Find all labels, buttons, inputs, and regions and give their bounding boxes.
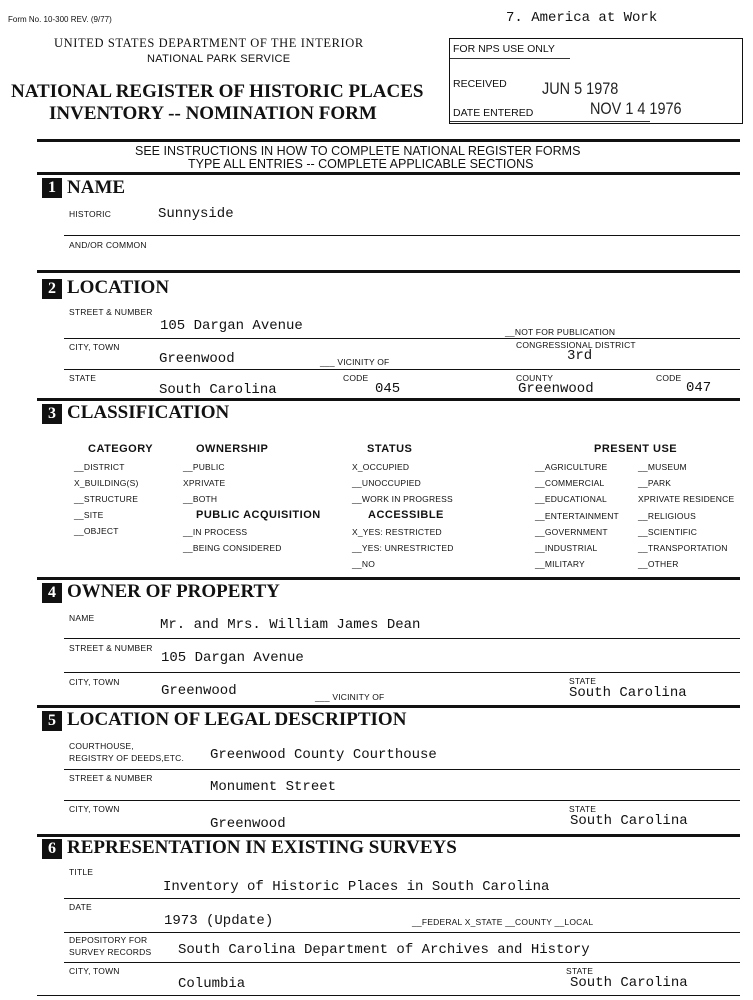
survey-title-line	[64, 898, 740, 899]
legal-city-value: Greenwood	[210, 816, 286, 832]
use-private-residence: XPRIVATE RESIDENCE	[638, 494, 735, 504]
section2-rule	[37, 270, 740, 273]
section4-rule	[37, 577, 740, 580]
use-museum: __MUSEUM	[638, 462, 687, 472]
use-other: __OTHER	[638, 559, 679, 569]
received-stamp: JUN 5 1978	[542, 79, 619, 98]
use-scientific: __SCIENTIFIC	[638, 527, 698, 537]
legal-street-label: STREET & NUMBER	[69, 773, 153, 783]
section3-rule	[37, 398, 740, 401]
use-commercial: __COMMERCIAL	[535, 478, 605, 488]
section-title-classification: CLASSIFICATION	[67, 402, 230, 423]
use-religious: __RELIGIOUS	[638, 511, 696, 521]
legal-city-label: CITY, TOWN	[69, 804, 120, 814]
use-military: __MILITARY	[535, 559, 585, 569]
street-value: 105 Dargan Avenue	[160, 318, 303, 334]
historic-line	[64, 235, 740, 236]
county-label: COUNTY	[516, 373, 554, 383]
historic-value: Sunnyside	[158, 206, 234, 222]
ownership-both: __BOTH	[183, 494, 218, 504]
use-park: __PARK	[638, 478, 672, 488]
section-number-4: 4	[42, 583, 62, 603]
owner-street-label: STREET & NUMBER	[69, 643, 153, 653]
corner-note: 7. America at Work	[506, 10, 658, 26]
owner-city-value: Greenwood	[161, 683, 237, 699]
owner-state-value: South Carolina	[569, 685, 687, 701]
survey-date-label: DATE	[69, 902, 92, 912]
code-label: CODE	[343, 373, 369, 383]
form-number: Form No. 10-300 REV. (9/77)	[8, 15, 112, 24]
nps-use-box	[449, 38, 743, 124]
accessible-restricted: X_YES: RESTRICTED	[352, 527, 442, 537]
status-unoccupied: __UNOCCUPIED	[352, 478, 421, 488]
state-value: South Carolina	[159, 382, 277, 398]
instructions-line1: SEE INSTRUCTIONS IN HOW TO COMPLETE NATIONAL REGISTER FORMS	[135, 144, 581, 158]
category-heading: CATEGORY	[88, 443, 154, 455]
owner-city-label: CITY, TOWN	[69, 677, 120, 687]
section-number-6: 6	[42, 839, 62, 859]
courthouse-label-1: COURTHOUSE,	[69, 741, 134, 751]
accessible-heading: ACCESSIBLE	[368, 509, 444, 521]
owner-name-value: Mr. and Mrs. William James Dean	[160, 617, 421, 633]
survey-date-value: 1973 (Update)	[164, 913, 274, 929]
present-use-heading: PRESENT USE	[594, 443, 678, 455]
category-site: __SITE	[74, 510, 104, 520]
received-label: RECEIVED	[453, 78, 507, 90]
category-district: __DISTRICT	[74, 462, 125, 472]
survey-city-value: Columbia	[178, 976, 246, 992]
form-title-line1: NATIONAL REGISTER OF HISTORIC PLACES	[11, 81, 424, 102]
accessible-unrestricted: __YES: UNRESTRICTED	[352, 543, 454, 553]
category-buildings: X_BUILDING(S)	[74, 478, 139, 488]
state-label: STATE	[69, 373, 97, 383]
not-for-publication: __NOT FOR PUBLICATION	[505, 327, 616, 337]
date-entered-line	[450, 121, 650, 122]
section-number-5: 5	[42, 711, 62, 731]
ownership-heading: OWNERSHIP	[196, 443, 269, 455]
section-title-name: NAME	[67, 177, 126, 198]
section5-rule	[37, 705, 740, 708]
date-entered-label: DATE ENTERED	[453, 107, 534, 119]
city-line	[64, 369, 740, 370]
city-label: CITY, TOWN	[69, 342, 120, 352]
status-work-in-progress: __WORK IN PROGRESS	[352, 494, 453, 504]
ownership-private: XPRIVATE	[183, 478, 226, 488]
nps-box-label: FOR NPS USE ONLY	[453, 43, 555, 55]
depository-line	[64, 962, 740, 963]
depository-label-1: DEPOSITORY FOR	[69, 935, 148, 945]
owner-street-line	[64, 672, 740, 673]
form-title-line2: INVENTORY -- NOMINATION FORM	[49, 103, 377, 124]
courthouse-value: Greenwood County Courthouse	[210, 747, 437, 763]
code-value: 045	[375, 381, 401, 397]
use-educational: __EDUCATIONAL	[535, 494, 607, 504]
status-occupied: X_OCCUPIED	[352, 462, 410, 472]
use-government: __GOVERNMENT	[535, 527, 608, 537]
section-title-legal-description: LOCATION OF LEGAL DESCRIPTION	[67, 709, 407, 730]
survey-state-value: South Carolina	[570, 975, 688, 991]
street-line	[64, 338, 740, 339]
section-number-3: 3	[42, 404, 62, 424]
status-heading: STATUS	[367, 443, 413, 455]
acquisition-being-considered: __BEING CONSIDERED	[183, 543, 282, 553]
owner-vicinity-label: ___ VICINITY OF	[315, 692, 385, 702]
category-structure: __STRUCTURE	[74, 494, 139, 504]
street-label: STREET & NUMBER	[69, 307, 153, 317]
depository-value: South Carolina Department of Archives and History	[178, 942, 590, 958]
section-number-2: 2	[42, 279, 62, 299]
use-entertainment: __ENTERTAINMENT	[535, 511, 619, 521]
code2-value: 047	[686, 380, 712, 396]
owner-name-label: NAME	[69, 613, 95, 623]
historic-label: HISTORIC	[69, 209, 112, 219]
use-transportation: __TRANSPORTATION	[638, 543, 728, 553]
service-name: NATIONAL PARK SERVICE	[147, 53, 291, 65]
owner-name-line	[64, 638, 740, 639]
owner-state-label: STATE	[569, 676, 597, 686]
depository-label-2: SURVEY RECORDS	[69, 947, 152, 957]
owner-vicinity-text: VICINITY OF	[332, 692, 385, 702]
bottom-rule	[37, 995, 740, 996]
survey-state-label: STATE	[566, 966, 594, 976]
section-title-surveys: REPRESENTATION IN EXISTING SURVEYS	[67, 837, 457, 858]
use-industrial: __INDUSTRIAL	[535, 543, 598, 553]
owner-street-value: 105 Dargan Avenue	[161, 650, 304, 666]
survey-title-label: TITLE	[69, 867, 94, 877]
instructions-rule	[37, 172, 740, 175]
survey-levels: __FEDERAL X_STATE __COUNTY __LOCAL	[412, 917, 594, 927]
courthouse-line	[64, 769, 740, 770]
congressional-district-label: CONGRESSIONAL DISTRICT	[516, 340, 636, 350]
section-number-1: 1	[42, 178, 62, 198]
acquisition-heading: PUBLIC ACQUISITION	[196, 509, 321, 521]
legal-state-value: South Carolina	[570, 813, 688, 829]
survey-date-line	[64, 932, 740, 933]
section-title-location: LOCATION	[67, 277, 170, 298]
accessible-no: __NO	[352, 559, 376, 569]
ownership-public: __PUBLIC	[183, 462, 225, 472]
vicinity-label: ___ VICINITY OF	[320, 357, 390, 367]
department-name: UNITED STATES DEPARTMENT OF THE INTERIOR	[54, 36, 364, 50]
date-entered-stamp: NOV 1 4 1976	[590, 99, 682, 118]
congressional-district-value: 3rd	[567, 348, 593, 364]
andor-common-label: AND/OR COMMON	[69, 240, 147, 250]
code2-label: CODE	[656, 373, 682, 383]
acquisition-in-process: __IN PROCESS	[183, 527, 248, 537]
courthouse-label-2: REGISTRY OF DEEDS,ETC.	[69, 753, 185, 763]
header-rule	[37, 139, 740, 142]
nps-box-divider	[450, 58, 570, 59]
survey-title-value: Inventory of Historic Places in South Carolina	[163, 879, 550, 895]
survey-city-label: CITY, TOWN	[69, 966, 120, 976]
city-value: Greenwood	[159, 351, 235, 367]
use-agriculture: __AGRICULTURE	[535, 462, 608, 472]
category-object: __OBJECT	[74, 526, 119, 536]
instructions-line2: TYPE ALL ENTRIES -- COMPLETE APPLICABLE SECTIONS	[188, 157, 534, 171]
legal-state-label: STATE	[569, 804, 597, 814]
legal-street-line	[64, 800, 740, 801]
county-value: Greenwood	[518, 381, 594, 397]
legal-street-value: Monument Street	[210, 779, 337, 795]
vicinity-text: VICINITY OF	[337, 357, 390, 367]
section-title-owner: OWNER OF PROPERTY	[67, 581, 280, 602]
